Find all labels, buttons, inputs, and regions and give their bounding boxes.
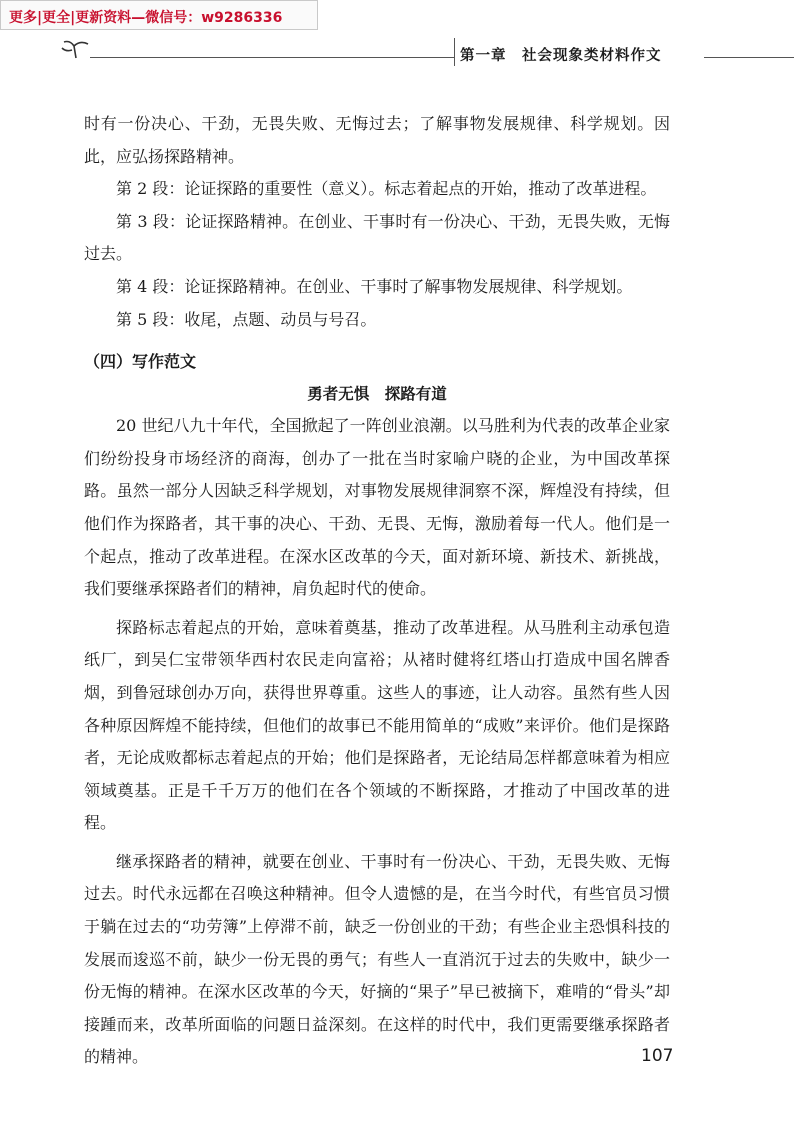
header-rule-left <box>90 57 454 58</box>
essay-paragraph: 探路标志着起点的开始，意味着奠基，推动了改革进程。从马胜利主动承包造纸厂，到吴仁宝带领华西村农民走向富裕；从褚时健将红塔山打造成中国名牌香烟，到鲁冠球创办万向，获得世界尊重。这些人的事迹，让人动容。虽然有些人因各种原因辉煌不能持续，但他们的故事已不能用简单的“成败”来评价。他们是探路者，无论成败都标志着起点的开始；他们是探路者，无论结局怎样都意味着为相应领域奠基。正是千千万万的他们在各个领域的不断探路，才推动了中国改革的进程。 <box>84 617 670 833</box>
banner-text: 更多|更全|更新资料—微信号：w9286336 <box>9 10 283 26</box>
essay-paragraph: 继承探路者的精神，就要在创业、干事时有一份决心、干劲，无畏失败、无悔过去。时代永远都在召唤这种精神。但令人遗憾的是，在当今时代，有些官员习惯于躺在过去的“功劳簿”上停滞不前，缺乏一份创业的干劲；有些企业主恐惧科技的发展而逡巡不前，缺少一份无畏的勇气；有些人一直消沉于过去的失败中，缺少一份无悔的精神。在深水区改革的今天，好摘的“果子”早已被摘下，难啃的“骨头”却接踵而来，改革所面临的问题日益深刻。在这样的时代中，我们更需要继承探路者的精神。 <box>84 851 670 1067</box>
chapter-title: 第一章 社会现象类材料作文 <box>460 48 662 64</box>
section-heading: （四）写作范文 <box>84 352 197 372</box>
outline-item: 第 4 段：论证探路精神。在创业、干事时了解事物发展规律、科学规划。 <box>116 276 633 296</box>
essay-title: 勇者无惧 探路有道 <box>307 385 447 404</box>
essay-paragraph: 20 世纪八九十年代，全国掀起了一阵创业浪潮。以马胜利为代表的改革企业家们纷纷投身市场经济的商海，创办了一批在当时家喻户晓的企业，为中国改革探路。虽然一部分人因缺乏科学规划，对事物发展规律洞察不深，辉煌没有持续，但他们作为探路者，其干事的决心、干劲、无畏、无悔，激励着每一代人。他们是一个起点，推动了改革进程。在深水区改革的今天，面对新环境、新技术、新挑战，我们要继承探路者们的精神，肩负起时代的使命。 <box>84 416 670 599</box>
outline-item: 第 5 段：收尾，点题、动员与号召。 <box>116 309 377 329</box>
header-rule-right <box>704 57 794 58</box>
header-divider <box>454 38 455 66</box>
top-banner <box>0 0 318 30</box>
intro-line: 时有一份决心、干劲，无畏失败、无悔过去；了解事物发展规律、科学规划。因此，应弘扬探路精神。 <box>84 114 670 166</box>
page-content <box>84 108 670 1074</box>
page-number: 107 <box>641 1046 674 1066</box>
outline-item: 第 3 段：论证探路精神。在创业、干事时有一份决心、干劲，无畏失败，无悔过去。 <box>84 211 670 264</box>
outline-item: 第 2 段：论证探路的重要性（意义）。标志着起点的开始，推动了改革进程。 <box>116 179 657 199</box>
